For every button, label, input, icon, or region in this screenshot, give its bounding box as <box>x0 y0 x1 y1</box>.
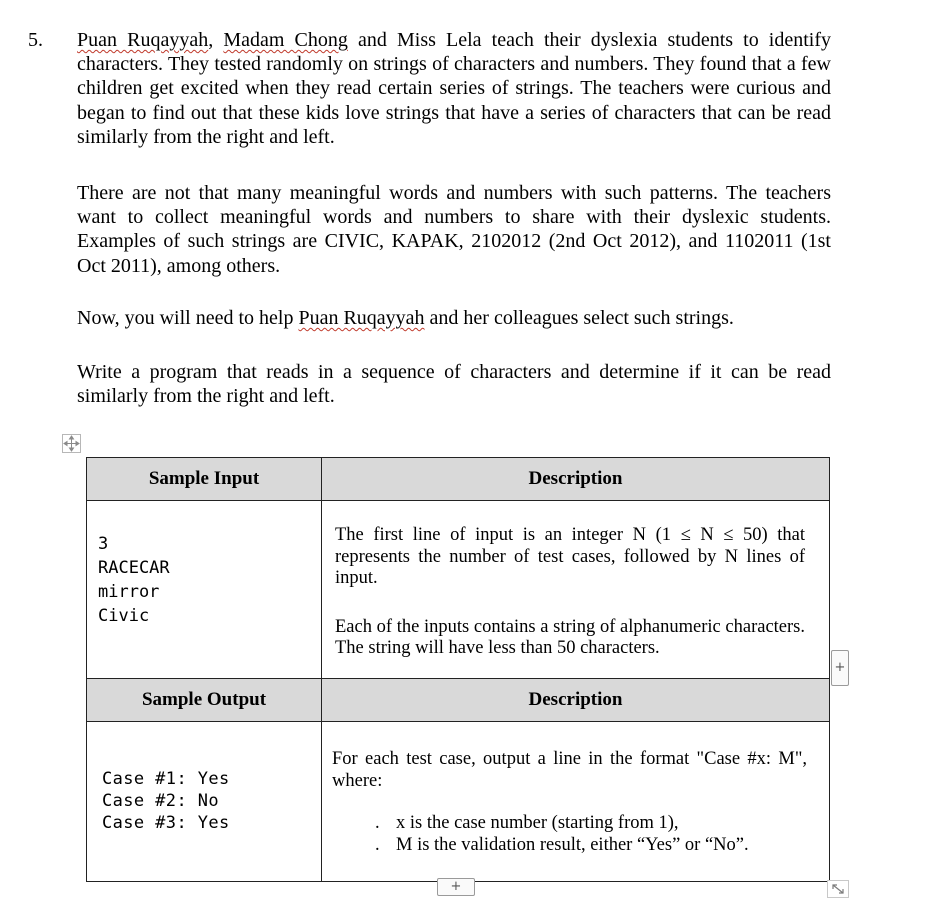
sample-output-header: Sample Output <box>87 679 322 722</box>
question-paragraph-2: There are not that many meaningful words and numbers with such patterns. The teachers want to collect meaningful words and numbers to share with their dyslexic students. Examples of such strings are CIVIC, KAPAK, 2102012 (2nd Oct 2012), and 1102011 (1st Oct 2011), among others. <box>77 182 831 277</box>
question-paragraph-1 <box>77 28 831 149</box>
sample-output-line: Case #3: Yes <box>102 813 230 833</box>
sample-input-lines <box>87 501 321 628</box>
name-separator: , <box>208 29 224 51</box>
name-madam-chong: Madam Chong <box>223 29 348 51</box>
sample-io-table <box>86 457 830 882</box>
sample-input-line: 3 <box>98 534 109 554</box>
output-description-header: Description <box>322 679 830 722</box>
table-row <box>87 501 830 679</box>
sample-input-cell <box>87 501 322 679</box>
sample-output-lines <box>87 722 321 834</box>
bullet-text: x is the case number (starting from 1), <box>396 813 679 833</box>
question-paragraph-3 <box>77 306 831 330</box>
add-column-button[interactable]: + <box>831 650 849 686</box>
list-item <box>375 835 807 857</box>
name-puan-ruqayyah-2: Puan Ruqayyah <box>298 307 425 329</box>
bullet-text: M is the validation result, either “Yes” or “No”. <box>396 834 749 855</box>
table-move-handle[interactable] <box>62 434 81 453</box>
output-bullet-list <box>375 813 807 856</box>
sample-input-header: Sample Input <box>87 458 322 501</box>
sample-input-line: Civic <box>98 606 150 626</box>
paragraph-3-end: and her colleagues select such strings. <box>424 307 734 329</box>
input-description-2: Each of the inputs contains a string of alphanumeric characters. The string will have less than 50 characters. <box>335 616 805 658</box>
resize-arrows-icon <box>828 881 848 897</box>
table-resize-handle[interactable] <box>827 880 849 898</box>
list-item <box>375 813 807 835</box>
bullet-dot: . <box>375 834 380 855</box>
table-row <box>87 722 830 882</box>
input-description-cell <box>322 501 830 679</box>
paragraph-1-rest: and Miss Lela teach their dyslexia students to identify characters. They tested randomly on strings of characters and numbers. They found that a few children get excited when they read certain series of strings. The teachers were curious and began to find out that these kids love strings that have a series of characters that can be read similarly from the right and left. <box>77 29 832 148</box>
sample-input-line: RACECAR <box>98 558 170 578</box>
input-description-header: Description <box>322 458 830 501</box>
sample-input-line: mirror <box>98 582 160 602</box>
table-header-row <box>87 458 830 501</box>
sample-output-line: Case #2: No <box>102 791 219 811</box>
add-row-button[interactable]: + <box>437 878 475 896</box>
table-header-row <box>87 679 830 722</box>
paragraph-3-start: Now, you will need to help <box>77 307 299 329</box>
input-description-1: The first line of input is an integer N (1 ≤ N ≤ 50) that represents the number of test cases, followed by N lines of input. <box>335 525 805 588</box>
question-paragraph-4: Write a program that reads in a sequence of characters and determine if it can be read similarly from the right and left. <box>77 361 831 408</box>
output-description-intro: For each test case, output a line in the format "Case #x: M", where: <box>332 749 807 791</box>
sample-output-cell <box>87 722 322 882</box>
output-description-cell <box>322 722 830 882</box>
name-puan-ruqayyah: Puan Ruqayyah <box>77 29 209 51</box>
sample-output-line: Case #1: Yes <box>102 769 230 789</box>
bullet-dot: . <box>375 813 380 833</box>
question-number: 5. <box>28 29 43 51</box>
move-arrows-icon <box>63 435 80 452</box>
